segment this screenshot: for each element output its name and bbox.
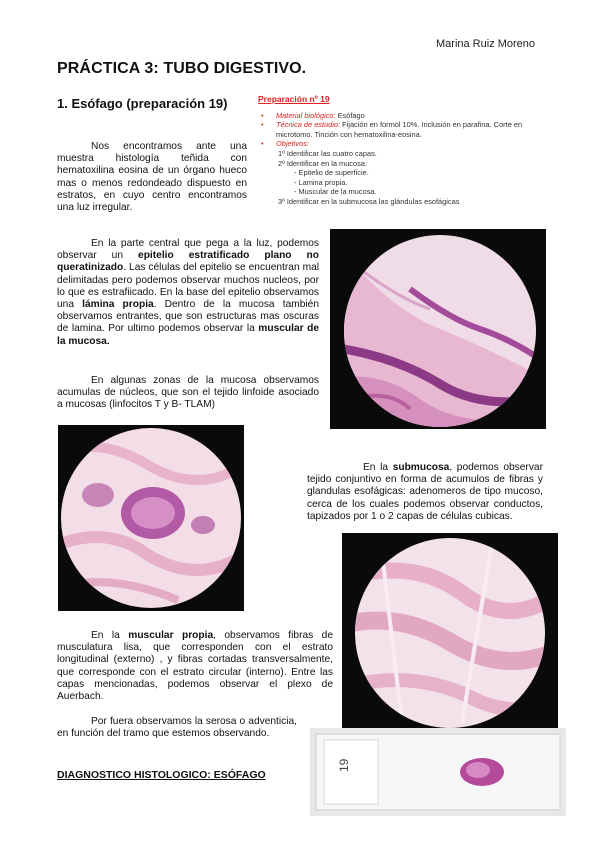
prep-key: Objetivos: xyxy=(276,139,309,149)
prep-value: Esófago xyxy=(335,110,365,120)
paragraph-text: . Las células del epitelio se encuentran mal delimitadas pero podemos observar muchos nucleos, por lo que es estrafiicado. En la base del epitelio observamos una xyxy=(57,262,319,311)
prep-key: Técnica de estudio: xyxy=(276,120,341,130)
paragraph-muscularis xyxy=(57,630,333,703)
prep-row-objectives xyxy=(258,139,558,149)
prep-value: Fijación en formol 10%. Inclusión en parafina. Corte en microtomo. Tinción con hematoxilina-eosina. xyxy=(276,120,523,139)
bold-term: muscular propia xyxy=(128,630,214,641)
preparation-heading: Preparación nº 19 xyxy=(258,94,330,104)
objective-subitem: - Epitelio de superficie. xyxy=(294,168,369,178)
author-name: Marina Ruiz Moreno xyxy=(436,38,536,50)
paragraph-text: Por fuera observamos la serosa o adventicia, en función del tramo que estemos observando. xyxy=(57,716,297,740)
paragraph-text: , podemos observar tejido conjuntivo en forma de acumulos de fibras y glandulas esofágicas: adenomeros de tipo mucoso, cerca de los cuales podemos observar conductos, tapizados por 1 o 2 capas de células cubicas. xyxy=(307,462,543,522)
paragraph-text: Nos encontramos ante una muestra histología teñida con hematoxilina eosina de un órgano hueco mas o menos redondeado dispuesto en estratos, en cuyo centro encontramos una luz irregular. xyxy=(57,141,247,214)
paragraph-submucosa xyxy=(307,462,543,523)
micrograph-submucosa xyxy=(58,425,244,611)
objective-subitem: - Lamina propia. xyxy=(294,177,348,187)
paragraph-lymphoid xyxy=(57,375,319,412)
diagnosis-heading: DIAGNOSTICO HISTOLOGICO: ESÓFAGO xyxy=(57,769,266,781)
paragraph-intro xyxy=(57,141,247,214)
bold-term: lámina propia xyxy=(82,299,154,311)
objective-item: 3º Identificar en la submucosa las glándulas esofágicas xyxy=(278,196,460,206)
bold-term: submucosa xyxy=(392,462,450,473)
slide-photo xyxy=(310,728,566,816)
bullet-icon: • xyxy=(261,139,264,149)
bold-term: muscular de la mucosa. xyxy=(57,323,319,347)
objective-item: 2º Identificar en la mucosa: xyxy=(278,158,367,168)
micrograph-muscularis xyxy=(342,533,558,730)
paragraph-text: En la xyxy=(91,630,129,641)
svg-text:19: 19 xyxy=(337,758,351,772)
micrograph-epithelium xyxy=(330,229,546,429)
bullet-icon: • xyxy=(261,120,264,130)
paragraph-epithelium xyxy=(57,238,319,348)
paragraph-text: En algunas zonas de la mucosa observamos acumulas de núcleos, que son el tejido linfoide asociado a mucosas (linfocitos T y B- TLAM) xyxy=(57,375,319,411)
bullet-icon: • xyxy=(261,110,264,120)
objective-subitem: - Muscular de la mucosa. xyxy=(294,187,377,197)
prep-row-material xyxy=(258,111,558,121)
paragraph-text: En la parte central que pega a la luz, podemos observar un xyxy=(57,238,319,262)
paragraph-text: En la xyxy=(363,462,393,473)
paragraph-text: . Dentro de la mucosa también observamos entrantes, que son estructuras mas oscuras de lamina. Por ultimo podemos observar la xyxy=(57,299,319,335)
objective-item: 1º Identificar las cuatro capas. xyxy=(278,148,377,158)
paragraph-serosa xyxy=(57,716,297,740)
preparation-box xyxy=(258,95,558,207)
paragraph-text: , observamos fibras de musculatura lisa, que corresponden con el estrato longitudinal (externo) , y fibras cortadas transversalmente, que corresponde con el estrato circular (interno). Entre las capas mencionadas, podemos observar el plexo de Auerbach. xyxy=(57,630,333,703)
page-title: PRÁCTICA 3: TUBO DIGESTIVO. xyxy=(57,60,307,77)
section-title: 1. Esófago (preparación 19) xyxy=(57,96,228,111)
prep-row-technique xyxy=(258,120,558,139)
prep-key: Material biológico: xyxy=(276,110,336,120)
bold-term: epitelio estratificado plano no queratinizado xyxy=(57,250,319,274)
